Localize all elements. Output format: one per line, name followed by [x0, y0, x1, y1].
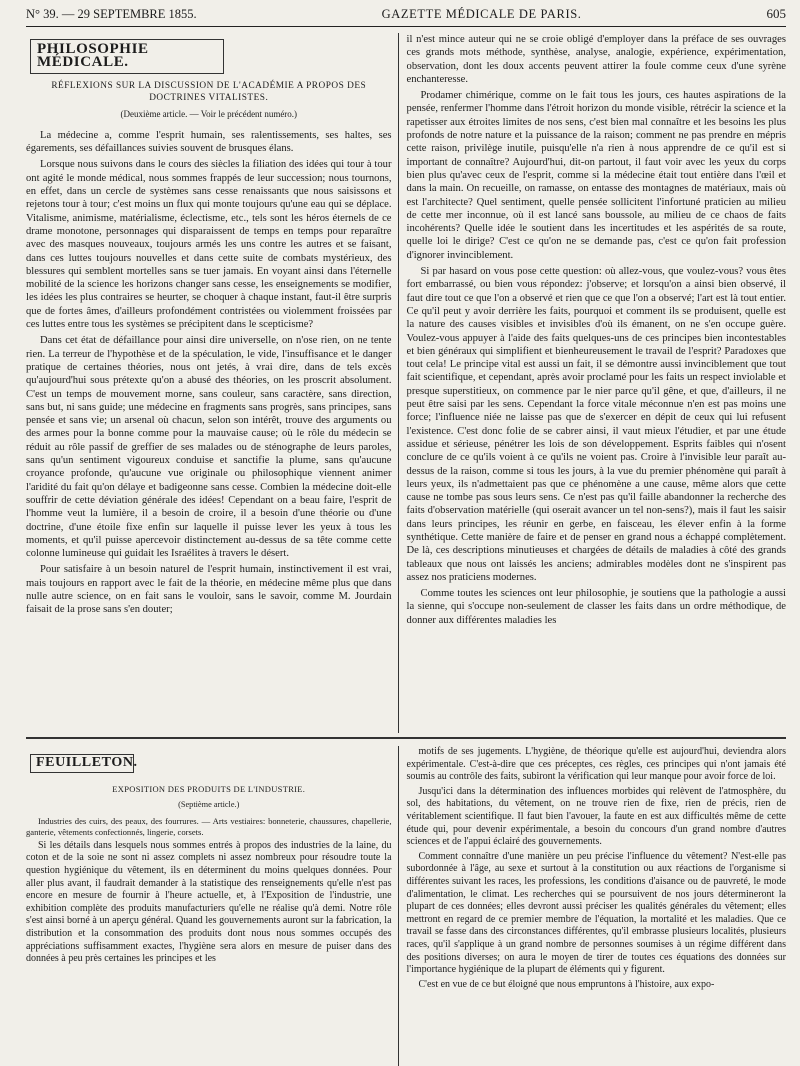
paragraph: La médecine a, comme l'esprit humain, ses ralentissements, ses haltes, ses égarements, ses défaillances suivies souvent de brusques élans. — [26, 129, 392, 155]
feuilleton-column-right — [399, 746, 786, 1066]
feuilleton-heading: EXPOSITION DES PRODUITS DE L'INDUSTRIE. — [112, 783, 306, 794]
section-box — [30, 39, 224, 74]
page-header — [26, 6, 786, 27]
page-number: 605 — [766, 6, 786, 21]
feuilleton-subtitle: Industries des cuirs, des peaux, des fourrures. — Arts vestiaires: bonneterie, chaussures, chapellerie, ganterie, vêtements confectionnés, lingerie, corsets. — [26, 815, 392, 837]
article-area — [26, 33, 786, 733]
paragraph: motifs de ses jugements. L'hygiène, de théorique qu'elle est aujourd'hui, deviendra alors expérimentale. C'est-à-dire que ces préceptes, ces règles, ces principes qui n'ont jamais été soumis au contrôle des faits, subiront la vérification qui leur manque pour avoir force de loi. — [406, 746, 786, 783]
paragraph: Si les détails dans lesquels nous sommes entrés à propos des industries de la laine, du coton et de la soie ne sont ni assez complets ni assez nombreux pour résoudre toute la question hygiénique du vêtement, ils en déterminent du moins quelques données. Pour aller plus avant, il faudrait demander à la statistique des renseignements qu'elle n'est pas encore en mesure de fournir à l'heure actuelle, et, à l'Exposition de l'industrie, une exhibition complète des produits manufacturiers qu'elle ne réalise qu'à demi. Notre rôle s'est ainsi borné à un aperçu général. Quand les gouvernements auront sur la fabrication, la distribution et la consommation des produits dont nous nous sommes occupés des appréciations suffisamment exactes, l'hygiène sera alors en mesure de puiser dans des données à peu près certaines les principes et les — [26, 839, 392, 965]
feuilleton-title: FEUILLETON. — [36, 755, 138, 770]
paragraph: il n'est mince auteur qui ne se croie obligé d'employer dans la préface de ses ouvrages ces grands mots méthode, synthèse, analyse, analogie, expérience, expérimentation, observation, dont les doux accents peuvent attirer la foule comme ceux d'une syrène enchanteresse. — [406, 34, 786, 85]
paragraph: Jusqu'ici dans la détermination des influences morbides qui relèvent de l'atmosphère, du sol, des habitations, du vêtement, on ne trouve rien de fixe, rien de précis, rien de véritablement scientifique. Il faut bien l'avouer, la faute en est aux difficultés même de cette étude qui, pour devenir expérimentale, a besoin du concours d'un grand nombre d'autres sciences et de l'appui éclairé des gouvernements. — [406, 785, 786, 848]
article-heading: RÉFLEXIONS SUR LA DISCUSSION DE L'ACADÉMIE A PROPOS DES DOCTRINES VITALISTES. — [51, 80, 367, 103]
paragraph: Comment connaître d'une manière un peu précise l'influence du vêtement? N'est-elle pas subordonnée à l'âge, au sexe et surtout à la constitution ou aux réactions de l'organisme si différentes suivant les races, les professions, les conditions d'aisance ou de pauvreté, le mode d'alimentation, le climat. Les recherches qui se poursuivent de nos jours détermineront la plupart de ces données; elles devront aussi préciser les qualités générales du vêtement; elles mettront en regard de ce premier membre de l'équation, la mortalité et les maladies. Que ce travail se fasse dans des circonstances différentes, qu'il embrasse plusieurs localités, plusieurs races, qu'il s'applique à un grand nombre de personnes soumises à un régime différent dans des positions diverses; on aura le moyen de tirer de toutes ces équations des données sur l'importance hygiénique de la plupart de éléments qui y figurent. — [406, 850, 786, 976]
article-column-left — [26, 33, 398, 733]
feuilleton-note: (Septième article.) — [178, 800, 240, 810]
paragraph: Dans cet état de défaillance pour ainsi dire universelle, on n'ose rien, on ne tente rien. La terreur de l'hypothèse et de la spéculation, le vide, l'insuffisance et le danger pratique de certaines théories, nous ont jetés, à vrai dire, dans de tels excès qu'aujourd'hui sous prétexte qu'on a abusé des théories, on les proscrit absolument. C'est un temps de mouvement morne, sans couleur, sans caractère, sans direction, sans but, ni sans guide; une médecine en fragments sans progrès, sans principes, sans pensée et sans vie; un arsenal où chacun, selon son intérêt, trouve des arguments ou des armes pour la bonne comme pour la mauvaise cause; où le rôle du médecin se réduit au rôle passif de greffier de ses malades ou de sténographe de leurs paroles, sans qu'un sentiment vigoureux conduise et sanctifie la plume, sans qu'aucune croyance profonde, qu'aucune vue originale ou philosophique viennent animer l'aridité du fait qu'on délaye et badigeonne sans cesse. Combien la médecine doit-elle souffrir de cette déviation générale des idées! Cependant on a beau faire, l'esprit de l'homme veut la lumière, il a besoin de croire, il a besoin d'une théorie ou d'une doctrine, d'une étoile fixe enfin sur laquelle il puisse lever les yeux à tous les moments, et qu'il puisse apercevoir distinctement au-dessus de sa tête comme cette colonne lumineuse qui guidait les Israélites à travers le désert. — [26, 335, 392, 560]
feuilleton-area — [26, 746, 786, 1066]
feuilleton-box — [30, 754, 138, 773]
paragraph: Lorsque nous suivons dans le cours des siècles la filiation des idées qui tour à tour ont agité le monde médical, nous sommes frappés de leur succession; nous tournons, en effet, dans un cercle de systèmes sans cesse renaissants que nous saisissons et rejetons tour à tour; c'est moins un flux qui monte toujours qu'une eau qui se déplace. Vitalisme, animisme, matérialisme, éclectisme, etc., tels sont les héros éternels de ce drame monotone, personnages qui disparaissent de temps en temps pour reparaître avec des masques nouveaux, toujours armés les uns contre les autres et se faisant, dans ces luttes toujours nouvelles et dans cette suite de combats mystérieux, des blessures qui semblent mortelles sans se tuer jamais. En voyant ainsi dans l'éternelle mobilité de la science les horizons changer sans cesse, les enseignements se modifier, les idées les plus contraires se heurter, se choquer à chaque instant, faut-il être surpris que de fortes âmes, d'ailleurs profondément contristées ou violemment froissées par ces luttes entre tous les systèmes se précipitent dans le scepticisme? — [26, 159, 392, 331]
article-note: (Deuxième article. — Voir le précédent numéro.) — [120, 108, 298, 119]
paragraph: Comme toutes les sciences ont leur philosophie, je soutiens que la pathologie a aussi la sienne, qui s'occupe non-seulement de classer les faits dans un ordre méthodique, de donner aux différentes maladies les — [406, 588, 786, 626]
paragraph: Pour satisfaire à un besoin naturel de l'esprit humain, instinctivement il est vrai, mais toujours en rapport avec le fait de la théorie, en médecine même plus que dans nulle autre science, on en fait sans le vouloir, sans le savoir, comme M. Jourdain faisait de la prose sans s'en douter; — [26, 564, 392, 616]
paragraph: C'est en vue de ce but éloigné que nous empruntons à l'histoire, aux expo- — [418, 978, 715, 990]
issue-date: N° 39. — 29 SEPTEMBRE 1855. — [26, 7, 197, 21]
section-title: PHILOSOPHIE MÉDICALE. — [37, 41, 149, 71]
journal-title: GAZETTE MÉDICALE DE PARIS. — [381, 7, 582, 21]
paragraph: Prodamer chimérique, comme on le fait tous les jours, ces hautes aspirations de la pensée, renfermer l'homme dans l'étroit horizon du monde visible, rétrécir la science et la rapetisser aux étroites limites de nos sens, c'est bien mal connaître et les besoins les plus profonds de notre nature et la puissance de la raison; comment ne pas prendre en mépris cette raison, privilège inutile, puisqu'elle n'a rien à nous apprendre de ce qu'il est si important de connaître? Aujourd'hui, dit-on partout, il faut voir avec les yeux du corps bien plus qu'avec ceux de l'esprit, comme si la médecine était tout entière dans l'œil et dans la main. On recueille, on ramasse, on entasse des montagnes de matériaux, mais où est l'architecte? Quel sentiment, quelle pensée sollicitent l'infortuné praticien au milieu de cette mer inconnue, où il est lancé sans boussole, au milieu de ce chaos de faits incohérents? Quelle idée le soutient dans les incertitudes et les aspérités de sa route, quelle loi le dirige? C'est ce qu'on ne se demande pas, c'est ce qu'on fait profession d'ignorer invinciblement. — [406, 90, 786, 261]
article-column-right — [399, 33, 786, 733]
paragraph: Si par hasard on vous pose cette question: où allez-vous, que voulez-vous? vous êtes fort embarrassé, ou bien vous répondez: j'observe; et lorsqu'on a ainsi bien observé, il faut dire tout ce que l'on a observé et rien que ce que l'on a observé; l'art est là tout entier. Ce qu'il peut y avoir derrière les faits, pourquoi et comment ils se produisent, quelle est la nature des causes visibles et invisibles d'où ils émanent, on ne s'en occupe guère. Voulez-vous appuyer à l'aide des faits quelques-uns de ces principes bien incontestables et bien généraux qui simplifient et bienheureusement le travail de l'esprit? Paradoxes que tout cela! Le principe vital est aussi un fait, il se démontre aussi invinciblement que tout fait scientifique, et cependant, après avoir proclamé pour les faits un respect inviolable et presque superstitieux, on commence par le nier parce qu'il gêne, et que, d'ailleurs, il ne peut être saisi par les sens. Cependant la force vitale méconnue n'en est pas moins une force; l'influence niée ne laisse pas que de s'exercer en dépit de ceux qui lui refusent l'existence. C'est donc folie de se cabrer ainsi, il vaut mieux l'étudier, et par une étude assidue et sérieuse, pénétrer les lois de son développement. Esprits faibles qui n'osent conclure de ce qu'ils voient à ce qu'ils ne voient pas. Croire à l'invisible leur paraît au-dessus de la raison, comme si tous les jours, à la vue du premier phénomène qui paraît à leurs yeux, ils n'admettaient pas que ce phénomène a une cause, même alors que cette cause ne tombe pas sous leurs sens. Ce n'est pas qu'il faille abandonner la recherche des faits d'observation matérielle (qui oserait avancer un tel non-sens?), mais il faut les saisir dans leurs principes, les réunir en gerbe, en faisceau, les élever enfin à la forme synthétique. Cette manière de faire et de penser en grand nous a échappé complètement. De là, ces descriptions minutieuses et chargées de détails de maladies à côté des grands tableaux que nous ont laissés les anciens; admirables modèles dont ne s'inspirent pas assez nos praticiens modernes. — [406, 266, 786, 583]
feuilleton-column-left — [26, 746, 398, 1066]
feuilleton-divider — [26, 737, 786, 742]
